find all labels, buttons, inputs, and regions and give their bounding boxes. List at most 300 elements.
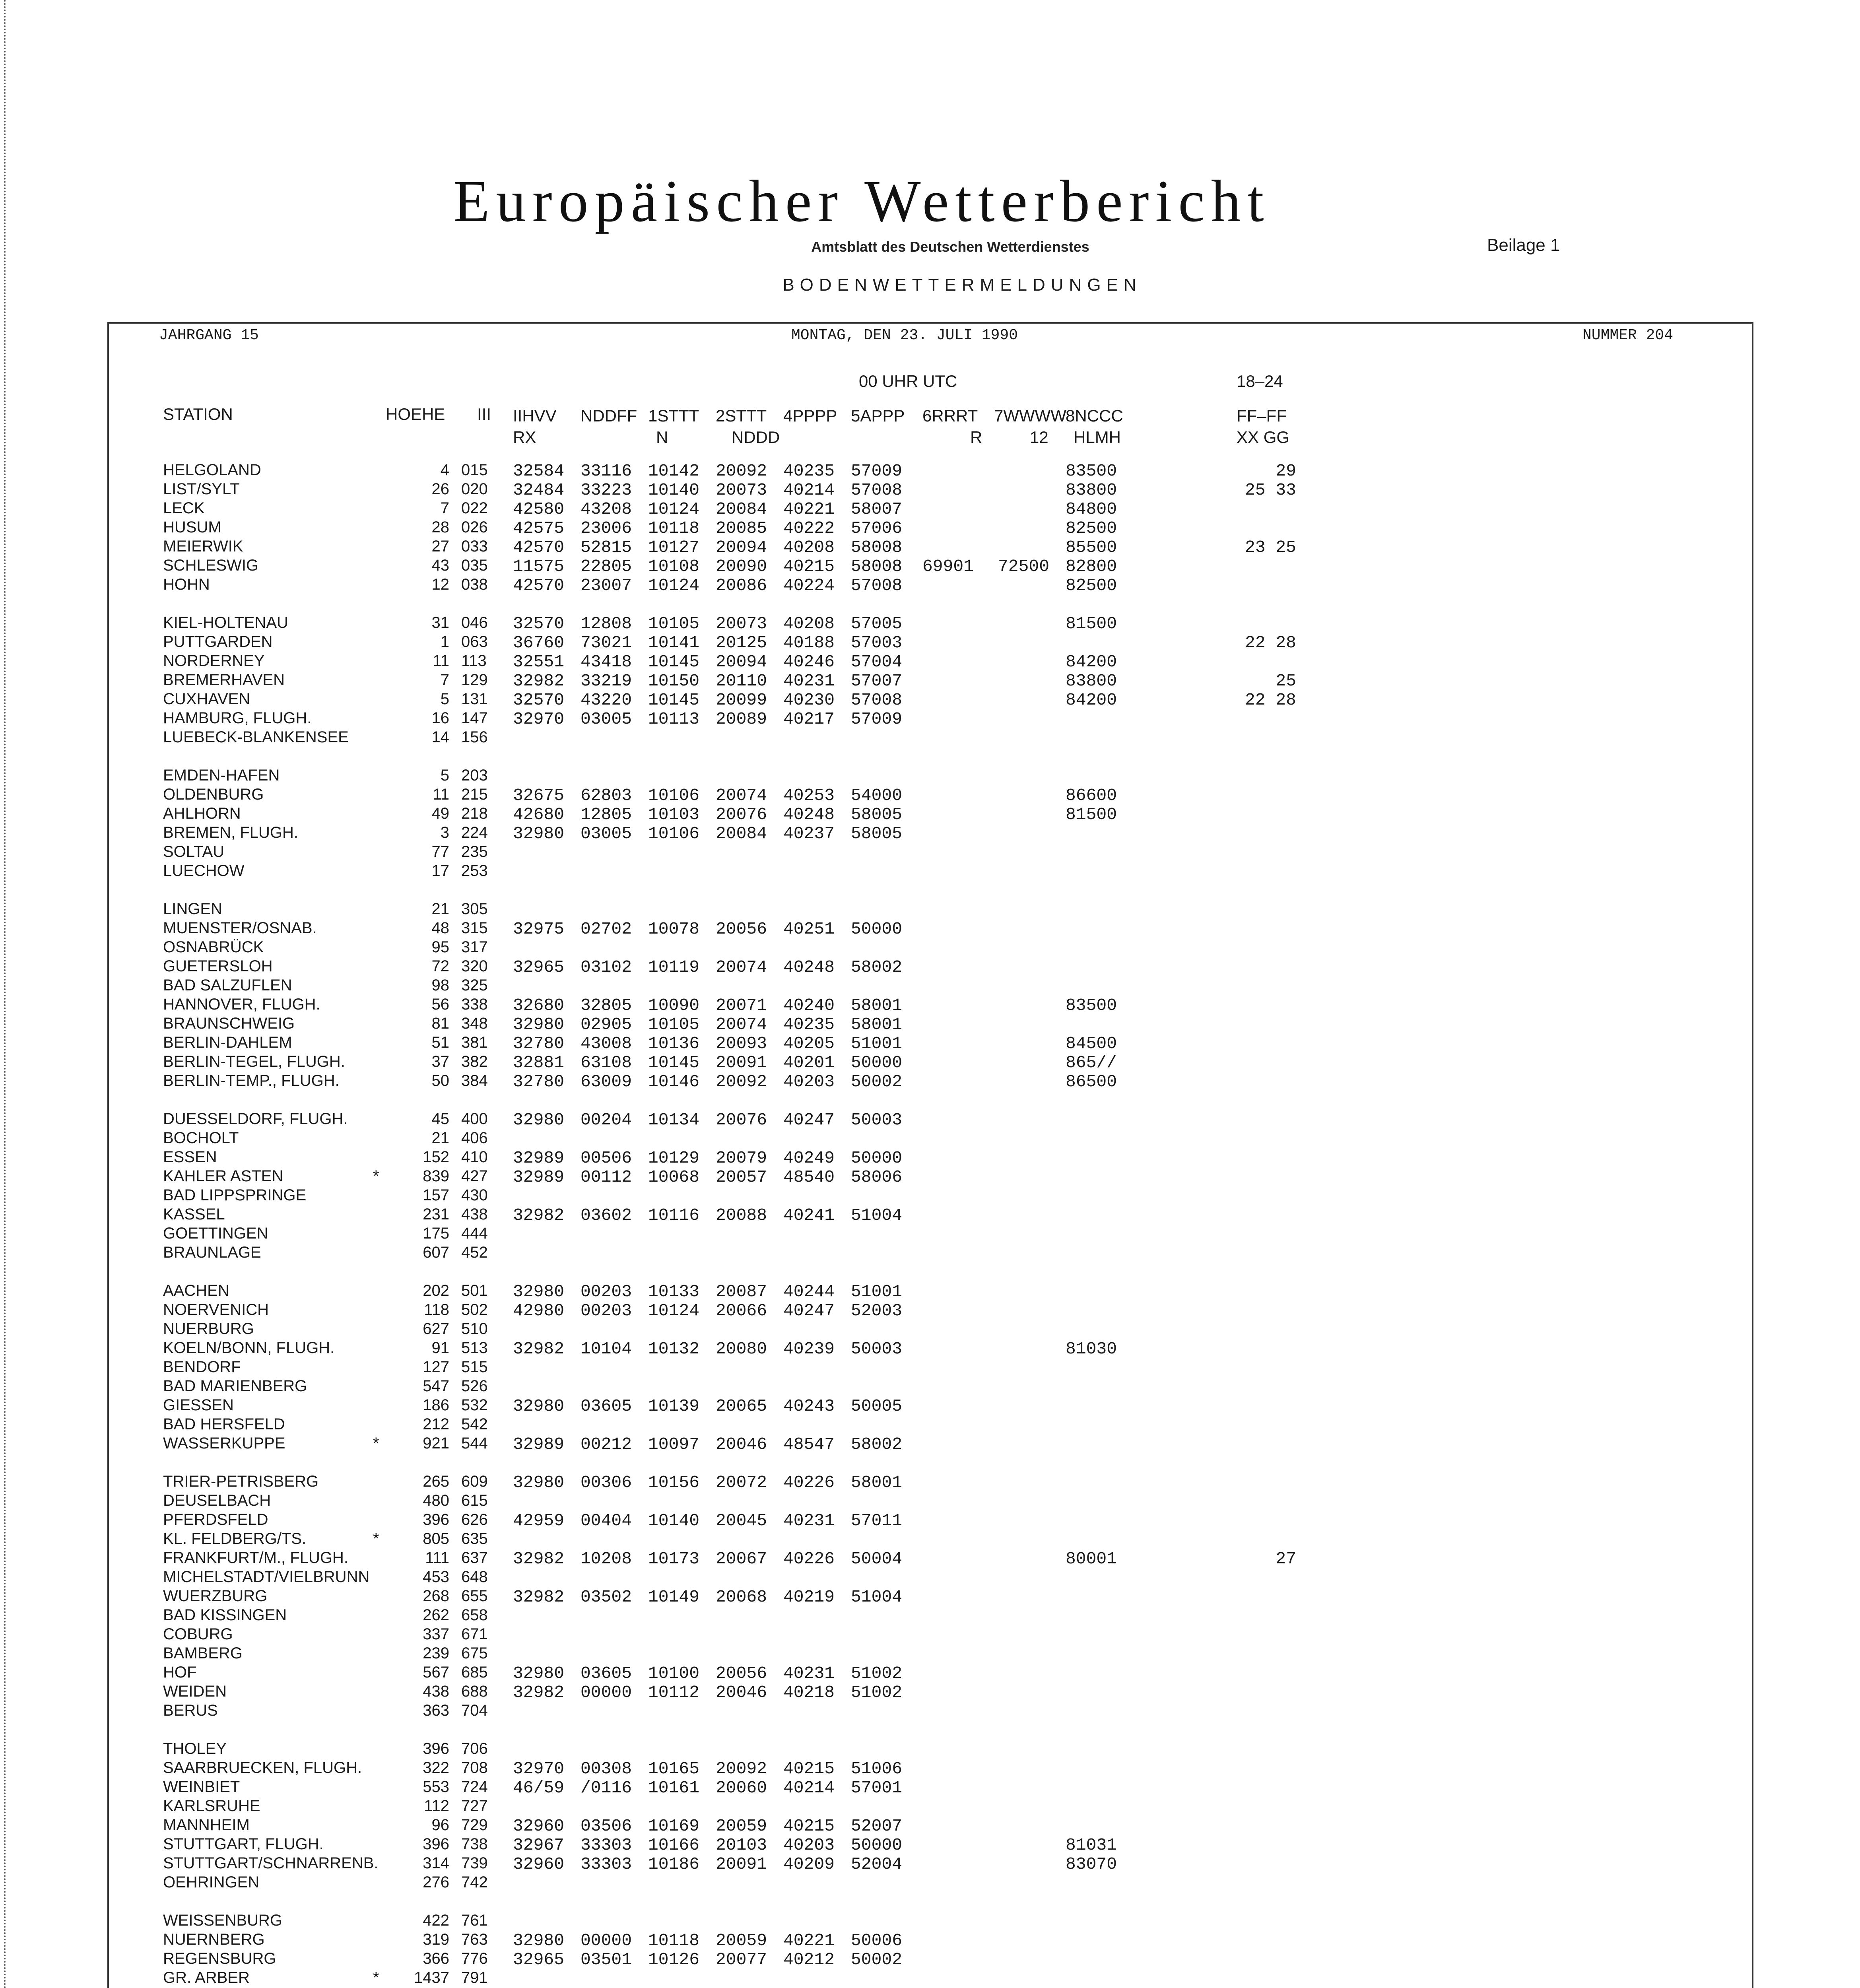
cell-station: WUERZBURG xyxy=(163,1587,268,1605)
cell-g5: 40253 xyxy=(783,786,835,805)
cell-g2: 73021 xyxy=(581,633,632,652)
cell-iii: 215 xyxy=(461,786,488,803)
cell-station: KARLSRUHE xyxy=(163,1797,260,1815)
cell-g1: 32980 xyxy=(513,1931,565,1950)
cell-g3: 10116 xyxy=(648,1206,700,1225)
table-row xyxy=(0,1492,1860,1511)
table-row xyxy=(0,480,1860,499)
table-row xyxy=(0,1854,1860,1873)
hoehe-header: HOEHE xyxy=(386,405,445,423)
cell-g6: 51002 xyxy=(851,1683,903,1702)
cell-g3: 10097 xyxy=(648,1435,700,1454)
cell-station: BAD HERSFELD xyxy=(163,1415,285,1433)
cell-hoehe: 91 xyxy=(431,1339,449,1357)
cell-hoehe: 239 xyxy=(423,1644,449,1662)
cell-g3: 10142 xyxy=(648,461,700,481)
cell-iii: 033 xyxy=(461,538,488,555)
cell-g9: 84800 xyxy=(1066,499,1117,519)
cell-iii: 526 xyxy=(461,1377,488,1395)
cell-g3: 10103 xyxy=(648,805,700,824)
table-row xyxy=(0,557,1860,576)
cell-iii: 427 xyxy=(461,1167,488,1185)
cell-iii: 438 xyxy=(461,1206,488,1223)
cell-g5: 40237 xyxy=(783,824,835,843)
cell-station: PFERDSFELD xyxy=(163,1511,268,1528)
cell-iii: 626 xyxy=(461,1511,488,1528)
cell-g5: 40239 xyxy=(783,1339,835,1359)
table-row xyxy=(0,1664,1860,1683)
cell-iii: 384 xyxy=(461,1072,488,1089)
cell-g5: 40215 xyxy=(783,1816,835,1836)
cell-g1: 36760 xyxy=(513,633,565,652)
cell-g6: 52007 xyxy=(851,1816,903,1836)
cell-g5: 40215 xyxy=(783,1759,835,1778)
cell-station: BOCHOLT xyxy=(163,1129,239,1147)
cell-iii: 724 xyxy=(461,1778,488,1796)
cell-iii: 338 xyxy=(461,996,488,1013)
cell-g4: 20074 xyxy=(716,786,767,805)
cell-g4: 20091 xyxy=(716,1854,767,1874)
cell-g5: 40226 xyxy=(783,1473,835,1492)
table-row xyxy=(0,728,1860,747)
cell-g5: 40247 xyxy=(783,1301,835,1320)
cell-hoehe: 553 xyxy=(423,1778,449,1796)
cell-station: HOHN xyxy=(163,576,210,593)
cell-hoehe: 43 xyxy=(431,557,449,574)
cell-g3: 10106 xyxy=(648,824,700,843)
ff-subheader: XX GG xyxy=(1237,428,1290,447)
table-row xyxy=(0,1912,1860,1931)
cell-station: ESSEN xyxy=(163,1148,217,1166)
cell-g4: 20084 xyxy=(716,824,767,843)
cell-station: BREMEN, FLUGH. xyxy=(163,824,299,841)
cell-hoehe: 28 xyxy=(431,518,449,536)
cell-g6: 57004 xyxy=(851,652,903,672)
cell-iii: 609 xyxy=(461,1473,488,1490)
table-row xyxy=(0,1320,1860,1339)
cell-g1: 46/59 xyxy=(513,1778,565,1798)
cell-iii: 410 xyxy=(461,1148,488,1166)
table-row xyxy=(0,1683,1860,1702)
cell-g6: 58001 xyxy=(851,1015,903,1034)
cell-g5: 40230 xyxy=(783,690,835,710)
cell-g6: 58005 xyxy=(851,824,903,843)
cell-g3: 10133 xyxy=(648,1282,700,1301)
cell-g4: 20125 xyxy=(716,633,767,652)
cell-g2: 12808 xyxy=(581,614,632,633)
cell-g5: 40217 xyxy=(783,709,835,729)
cell-g1: 32980 xyxy=(513,824,565,843)
cell-hoehe: 366 xyxy=(423,1950,449,1967)
table-row xyxy=(0,1110,1860,1129)
table-row xyxy=(0,1396,1860,1415)
cell-station: BAD MARIENBERG xyxy=(163,1377,307,1395)
cell-station: AHLHORN xyxy=(163,805,241,822)
cell-g6: 58005 xyxy=(851,805,903,824)
cell-g6: 57008 xyxy=(851,480,903,500)
cell-hoehe: 27 xyxy=(431,538,449,555)
cell-g3: 10118 xyxy=(648,518,700,538)
cell-station: BAMBERG xyxy=(163,1644,243,1662)
cell-g2: 23006 xyxy=(581,518,632,538)
cell-iii: 315 xyxy=(461,919,488,937)
cell-g4: 20085 xyxy=(716,518,767,538)
cell-g2: 33116 xyxy=(581,461,632,481)
cell-iii: 727 xyxy=(461,1797,488,1815)
cell-iii: 763 xyxy=(461,1931,488,1948)
cell-ff: 22 28 xyxy=(1245,633,1296,652)
cell-g4: 20073 xyxy=(716,614,767,633)
cell-iii: 381 xyxy=(461,1034,488,1051)
cell-g6: 58002 xyxy=(851,1435,903,1454)
cell-g2: 03501 xyxy=(581,1950,632,1969)
cell-g9: 865// xyxy=(1066,1053,1117,1072)
cell-g1: 32982 xyxy=(513,1339,565,1359)
cell-hoehe: 438 xyxy=(423,1683,449,1700)
cell-iii: 224 xyxy=(461,824,488,841)
table-row xyxy=(0,1301,1860,1320)
cell-g9: 82500 xyxy=(1066,518,1117,538)
cell-station: SCHLESWIG xyxy=(163,557,259,574)
cell-g6: 58008 xyxy=(851,557,903,576)
cell-station: COBURG xyxy=(163,1625,233,1643)
cell-g6: 50002 xyxy=(851,1950,903,1969)
cell-g4: 20059 xyxy=(716,1931,767,1950)
cell-iii: 348 xyxy=(461,1015,488,1032)
cell-g4: 20099 xyxy=(716,690,767,710)
cell-station: BENDORF xyxy=(163,1358,241,1376)
cell-g3: 10127 xyxy=(648,538,700,557)
table-row xyxy=(0,1225,1860,1244)
cell-hoehe: 627 xyxy=(423,1320,449,1338)
cell-g3: 10078 xyxy=(648,919,700,939)
cell-g4: 20094 xyxy=(716,538,767,557)
cell-g5: 40201 xyxy=(783,1053,835,1072)
cell-hoehe: 72 xyxy=(431,957,449,975)
cell-g8: 72500 xyxy=(998,557,1050,576)
cell-g2: 32805 xyxy=(581,996,632,1015)
cell-g4: 20045 xyxy=(716,1511,767,1530)
cell-g1: 32780 xyxy=(513,1072,565,1091)
cell-g5: 40251 xyxy=(783,919,835,939)
cell-g3: 10145 xyxy=(648,652,700,672)
cell-g2: 43008 xyxy=(581,1034,632,1053)
cell-iii: 708 xyxy=(461,1759,488,1776)
cell-g1: 32980 xyxy=(513,1396,565,1416)
cell-hoehe: 5 xyxy=(440,767,449,784)
cell-g6: 57009 xyxy=(851,461,903,481)
cell-g2: 03506 xyxy=(581,1816,632,1836)
cell-station: MEIERWIK xyxy=(163,538,243,555)
cell-iii: 685 xyxy=(461,1664,488,1681)
cell-g2: 10208 xyxy=(581,1549,632,1569)
cell-iii: 791 xyxy=(461,1969,488,1986)
cell-g6: 57005 xyxy=(851,614,903,633)
cell-g1: 32970 xyxy=(513,709,565,729)
cell-hoehe: 839 xyxy=(423,1167,449,1185)
issue-date: MONTAG, DEN 23. JULI 1990 xyxy=(791,327,1018,344)
cell-station: WEINBIET xyxy=(163,1778,240,1796)
cell-station: TRIER-PETRISBERG xyxy=(163,1473,319,1490)
cell-g5: 40221 xyxy=(783,499,835,519)
cell-g9: 80001 xyxy=(1066,1549,1117,1569)
cell-g4: 20092 xyxy=(716,1072,767,1091)
cell-g1: 32960 xyxy=(513,1816,565,1836)
cell-station: BRAUNSCHWEIG xyxy=(163,1015,295,1032)
cell-iii: 129 xyxy=(461,671,488,689)
cell-station: KL. FELDBERG/TS. xyxy=(163,1530,307,1547)
section-title: BODENWETTERMELDUNGEN xyxy=(782,275,1142,295)
cell-g2: 33303 xyxy=(581,1854,632,1874)
cell-hoehe: 21 xyxy=(431,900,449,918)
cell-ff: 25 33 xyxy=(1245,480,1296,500)
cell-g4: 20094 xyxy=(716,652,767,672)
cell-station: BERLIN-TEMP., FLUGH. xyxy=(163,1072,340,1089)
table-row xyxy=(0,1358,1860,1377)
cell-station: BREMERHAVEN xyxy=(163,671,285,689)
cell-g3: 10150 xyxy=(648,671,700,691)
table-row xyxy=(0,1835,1860,1854)
cell-g5: 40208 xyxy=(783,538,835,557)
cell-iii: 742 xyxy=(461,1873,488,1891)
cell-g2: 03605 xyxy=(581,1664,632,1683)
table-row xyxy=(0,1759,1860,1778)
cell-hoehe: 112 xyxy=(424,1797,449,1815)
cell-g3: 10105 xyxy=(648,614,700,633)
cell-g2: /0116 xyxy=(581,1778,632,1798)
cell-iii: 655 xyxy=(461,1587,488,1605)
cell-g2: 02702 xyxy=(581,919,632,939)
cell-iii: 147 xyxy=(461,709,488,727)
table-row xyxy=(0,1606,1860,1625)
table-row xyxy=(0,1015,1860,1034)
cell-hoehe: 127 xyxy=(423,1358,449,1376)
cell-g4: 20056 xyxy=(716,919,767,939)
cell-g1: 32965 xyxy=(513,1950,565,1969)
cell-iii: 026 xyxy=(461,518,488,536)
cell-g4: 20103 xyxy=(716,1835,767,1855)
cell-station: AACHEN xyxy=(163,1282,229,1299)
g1-subheader: RX xyxy=(513,428,536,447)
cell-iii: 510 xyxy=(461,1320,488,1338)
cell-g6: 52003 xyxy=(851,1301,903,1320)
table-row xyxy=(0,1969,1860,1988)
cell-station: LUECHOW xyxy=(163,862,245,879)
cell-station: KAHLER ASTEN xyxy=(163,1167,283,1185)
cell-hoehe: 21 xyxy=(431,1129,449,1147)
cell-g6: 50000 xyxy=(851,919,903,939)
cell-g1: 42680 xyxy=(513,805,565,824)
cell-hoehe: 11 xyxy=(433,652,449,670)
cell-g2: 52815 xyxy=(581,538,632,557)
cell-g6: 50003 xyxy=(851,1339,903,1359)
cell-iii: 739 xyxy=(461,1854,488,1872)
cell-hoehe: 3 xyxy=(440,824,449,841)
cell-star: * xyxy=(373,1969,379,1986)
cell-g2: 03005 xyxy=(581,824,632,843)
cell-g6: 58001 xyxy=(851,1473,903,1492)
cell-g1: 42980 xyxy=(513,1301,565,1320)
cell-g4: 20057 xyxy=(716,1167,767,1187)
cell-g6: 57011 xyxy=(851,1511,903,1530)
cell-g3: 10108 xyxy=(648,557,700,576)
cell-hoehe: 111 xyxy=(425,1549,449,1567)
cell-g2: 02905 xyxy=(581,1015,632,1034)
cell-hoehe: 81 xyxy=(431,1015,449,1032)
cell-hoehe: 12 xyxy=(431,576,449,593)
table-row xyxy=(0,1587,1860,1606)
cell-station: MANNHEIM xyxy=(163,1816,250,1834)
cell-g2: 63009 xyxy=(581,1072,632,1091)
cell-g6: 58008 xyxy=(851,538,903,557)
cell-station: SOLTAU xyxy=(163,843,225,860)
cell-iii: 729 xyxy=(461,1816,488,1834)
cell-hoehe: 202 xyxy=(423,1282,449,1299)
cell-iii: 615 xyxy=(461,1492,488,1509)
cell-g1: 32980 xyxy=(513,1110,565,1130)
cell-g9: 81500 xyxy=(1066,614,1117,633)
cell-hoehe: 37 xyxy=(431,1053,449,1070)
cell-g3: 10100 xyxy=(648,1664,700,1683)
cell-g3: 10173 xyxy=(648,1549,700,1569)
cell-g3: 10149 xyxy=(648,1587,700,1607)
table-row xyxy=(0,1644,1860,1664)
cell-hoehe: 56 xyxy=(431,996,449,1013)
cell-g2: 00203 xyxy=(581,1301,632,1320)
cell-g9: 86500 xyxy=(1066,1072,1117,1091)
cell-g1: 32980 xyxy=(513,1473,565,1492)
cell-g5: 40221 xyxy=(783,1931,835,1950)
cell-g5: 40203 xyxy=(783,1072,835,1091)
time2-header: 18–24 xyxy=(1237,372,1283,390)
page-title: Europäischer Wetterbericht xyxy=(453,168,1270,234)
cell-g4: 20086 xyxy=(716,576,767,595)
cell-g4: 20074 xyxy=(716,957,767,977)
cell-iii: 635 xyxy=(461,1530,488,1547)
cell-g5: 40244 xyxy=(783,1282,835,1301)
cell-iii: 020 xyxy=(461,480,488,498)
cell-station: BERLIN-TEGEL, FLUGH. xyxy=(163,1053,345,1070)
cell-iii: 406 xyxy=(461,1129,488,1147)
cell-iii: 515 xyxy=(461,1358,488,1376)
cell-g9: 86600 xyxy=(1066,786,1117,805)
cell-g4: 20046 xyxy=(716,1683,767,1702)
g8-header: 7WWWW xyxy=(994,406,1066,425)
cell-g3: 10145 xyxy=(648,1053,700,1072)
cell-g9: 85500 xyxy=(1066,538,1117,557)
cell-iii: 235 xyxy=(461,843,488,860)
cell-iii: 513 xyxy=(461,1339,488,1357)
cell-g6: 57001 xyxy=(851,1778,903,1798)
cell-g4: 20092 xyxy=(716,461,767,481)
g2-header: NDDFF xyxy=(581,406,637,425)
cell-hoehe: 363 xyxy=(423,1702,449,1719)
cell-iii: 658 xyxy=(461,1606,488,1624)
cell-g2: 00306 xyxy=(581,1473,632,1492)
cell-g2: 12805 xyxy=(581,805,632,824)
cell-g5: 40188 xyxy=(783,633,835,652)
cell-g1: 32989 xyxy=(513,1167,565,1187)
cell-hoehe: 480 xyxy=(423,1492,449,1509)
cell-iii: 382 xyxy=(461,1053,488,1070)
cell-hoehe: 31 xyxy=(431,614,449,631)
cell-g7: 69901 xyxy=(922,557,974,576)
cell-hoehe: 319 xyxy=(423,1931,449,1948)
table-row xyxy=(0,767,1860,786)
cell-station: NUERNBERG xyxy=(163,1931,265,1948)
cell-g6: 58006 xyxy=(851,1167,903,1187)
cell-g1: 32982 xyxy=(513,1206,565,1225)
cell-station: BERUS xyxy=(163,1702,218,1719)
cell-hoehe: 77 xyxy=(431,843,449,860)
cell-g4: 20059 xyxy=(716,1816,767,1836)
g8-subheader: 12 xyxy=(1030,428,1048,447)
g9-header: 8NCCC xyxy=(1066,406,1123,425)
cell-g6: 50003 xyxy=(851,1110,903,1130)
cell-iii: 501 xyxy=(461,1282,488,1299)
issue-number: NUMMER 204 xyxy=(1582,327,1674,344)
cell-g5: 40214 xyxy=(783,1778,835,1798)
cell-hoehe: 322 xyxy=(423,1759,449,1776)
cell-hoehe: 51 xyxy=(431,1034,449,1051)
cell-iii: 035 xyxy=(461,557,488,574)
cell-g1: 32980 xyxy=(513,1664,565,1683)
table-row xyxy=(0,1702,1860,1721)
cell-hoehe: 231 xyxy=(423,1206,449,1223)
cell-station: SAARBRUECKEN, FLUGH. xyxy=(163,1759,362,1776)
cell-g2: 00000 xyxy=(581,1683,632,1702)
cell-hoehe: 17 xyxy=(431,862,449,879)
cell-iii: 131 xyxy=(461,690,488,708)
cell-station: NUERBURG xyxy=(163,1320,254,1338)
cell-g1: 42959 xyxy=(513,1511,565,1530)
cell-hoehe: 14 xyxy=(431,728,449,746)
cell-station: LECK xyxy=(163,499,205,517)
cell-ff: 25 xyxy=(1276,671,1296,691)
cell-ff: 29 xyxy=(1276,461,1296,481)
cell-g5: 40205 xyxy=(783,1034,835,1053)
cell-station: HAMBURG, FLUGH. xyxy=(163,709,312,727)
g7-subheader: R xyxy=(970,428,982,447)
cell-g3: 10113 xyxy=(648,709,700,729)
cell-iii: 325 xyxy=(461,977,488,994)
cell-g6: 51004 xyxy=(851,1206,903,1225)
cell-iii: 704 xyxy=(461,1702,488,1719)
cell-iii: 502 xyxy=(461,1301,488,1318)
cell-g1: 32980 xyxy=(513,1015,565,1034)
cell-g1: 32982 xyxy=(513,1683,565,1702)
cell-g2: 10104 xyxy=(581,1339,632,1359)
table-row xyxy=(0,1034,1860,1053)
table-row xyxy=(0,1129,1860,1148)
cell-iii: 305 xyxy=(461,900,488,918)
cell-hoehe: 337 xyxy=(423,1625,449,1643)
table-row xyxy=(0,1339,1860,1358)
cell-station: HELGOLAND xyxy=(163,461,261,479)
cell-g6: 57008 xyxy=(851,690,903,710)
cell-station: PUTTGARDEN xyxy=(163,633,273,650)
cell-g1: 32551 xyxy=(513,652,565,672)
cell-hoehe: 50 xyxy=(431,1072,449,1089)
cell-hoehe: 1437 xyxy=(414,1969,449,1986)
cell-g6: 50005 xyxy=(851,1396,903,1416)
table-row xyxy=(0,1435,1860,1454)
table-row xyxy=(0,1167,1860,1186)
cell-station: BAD LIPPSPRINGE xyxy=(163,1186,307,1204)
cell-iii: 637 xyxy=(461,1549,488,1567)
cell-g3: 10134 xyxy=(648,1110,700,1130)
cell-g9: 82800 xyxy=(1066,557,1117,576)
